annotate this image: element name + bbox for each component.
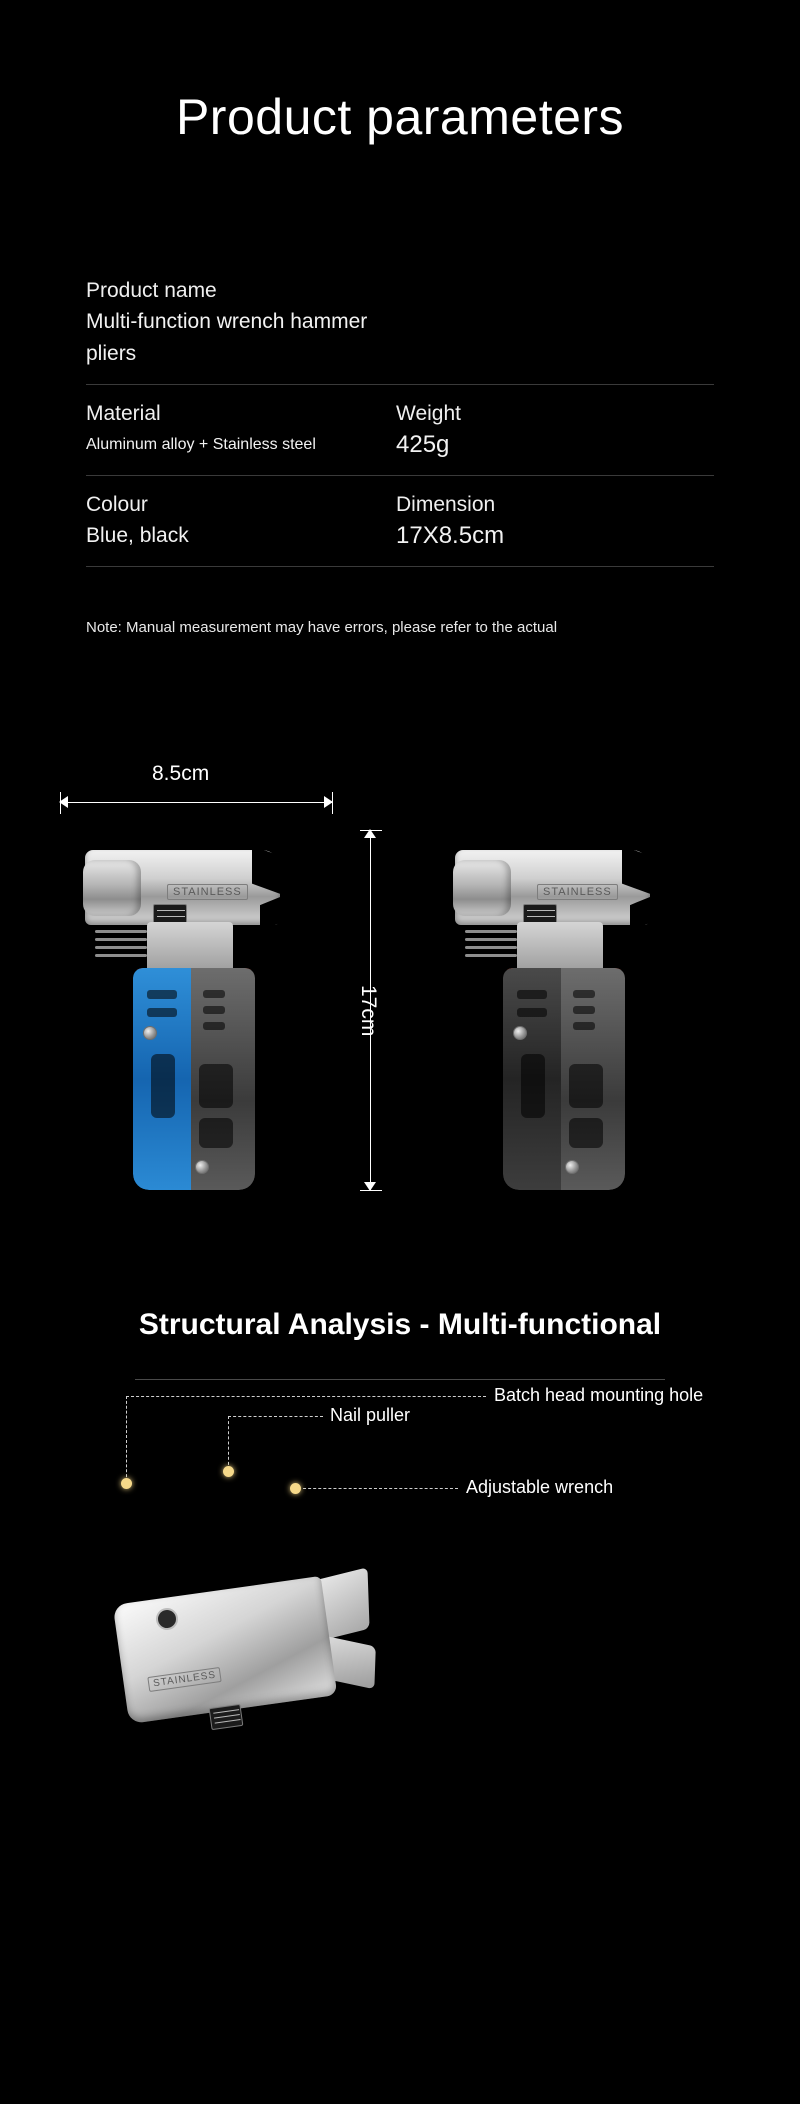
grip-ribs — [95, 930, 145, 970]
table-row — [86, 399, 714, 476]
handle-slot — [147, 990, 177, 999]
pivot-screw — [513, 1026, 527, 1040]
handle-slot — [203, 1006, 225, 1014]
hammer-face — [83, 860, 141, 916]
spec-label: Weight — [396, 402, 461, 425]
section-divider — [135, 1379, 665, 1380]
callout-dot — [223, 1466, 234, 1477]
spec-value: 425g — [396, 431, 450, 458]
callout-leader-vertical — [126, 1396, 127, 1482]
callout-leader-vertical — [228, 1416, 229, 1470]
width-tick-left — [60, 792, 61, 814]
spec-cell — [396, 399, 461, 461]
callout-leader-horizontal — [298, 1488, 458, 1489]
height-dimension-label: 17cm — [357, 985, 380, 1037]
spec-value: Blue, black — [86, 524, 189, 547]
product-image-black — [425, 830, 655, 1200]
table-row — [86, 276, 714, 385]
grip-ribs — [465, 930, 515, 970]
hammer-face — [453, 860, 511, 916]
section-title: Structural Analysis - Multi-functional — [138, 1308, 662, 1341]
spec-label: Material — [86, 402, 161, 425]
spec-cell — [396, 490, 504, 552]
spec-value: 17X8.5cm — [396, 522, 505, 549]
handle-cutout — [199, 1118, 233, 1148]
width-dimension-line — [60, 802, 332, 803]
callout-diagram — [0, 1385, 800, 2104]
spec-cell — [86, 490, 396, 552]
spec-table — [86, 276, 714, 581]
handle-cutout — [521, 1054, 545, 1118]
head-notch-lower — [260, 889, 300, 931]
product-image-blue — [55, 830, 285, 1200]
callout-label-nail-puller: Nail puller — [330, 1405, 411, 1425]
callout-dot — [290, 1483, 301, 1494]
width-tick-right — [332, 792, 333, 814]
spec-cell — [86, 399, 396, 461]
tool-handle — [133, 968, 255, 1190]
brand-mark: STAINLESS — [537, 884, 618, 900]
handle-slot — [573, 1006, 595, 1014]
pivot-screw — [195, 1160, 209, 1174]
pivot-screw — [565, 1160, 579, 1174]
handle-cutout — [569, 1118, 603, 1148]
head-notch-lower — [630, 889, 670, 931]
tool-neck — [147, 922, 233, 974]
callout-dot — [121, 1478, 132, 1489]
handle-cutout — [569, 1064, 603, 1108]
spec-value: Multi-function wrench hammer pliers — [86, 310, 368, 365]
handle-slot — [203, 1022, 225, 1030]
tool-neck — [517, 922, 603, 974]
width-dimension-label: 8.5cm — [152, 762, 210, 785]
handle-slot — [573, 990, 595, 998]
handle-slot — [147, 1008, 177, 1017]
measurement-note: Note: Manual measurement may have errors, please refer to the actual — [86, 619, 558, 636]
tool-body — [113, 1576, 338, 1724]
brand-mark: STAINLESS — [147, 1667, 222, 1692]
table-row — [86, 490, 714, 567]
tool-handle — [503, 968, 625, 1190]
product-fragment-image — [120, 1560, 400, 1760]
handle-cutout — [199, 1064, 233, 1108]
spec-label: Colour — [86, 493, 148, 516]
handle-cutout — [151, 1054, 175, 1118]
pivot-screw — [143, 1026, 157, 1040]
spec-cell — [86, 276, 396, 370]
height-tick-bottom — [360, 1190, 382, 1191]
handle-slot — [517, 1008, 547, 1017]
spec-label: Product name — [86, 279, 217, 302]
handle-slot — [517, 990, 547, 999]
callout-label-batch-head: Batch head mounting hole — [494, 1385, 704, 1405]
height-tick-top — [360, 830, 382, 831]
callout-leader-horizontal — [126, 1396, 486, 1397]
spec-label: Dimension — [396, 493, 496, 516]
spec-value: Aluminum alloy + Stainless steel — [86, 436, 316, 453]
callout-label-adjustable-wrench: Adjustable wrench — [466, 1477, 614, 1497]
brand-mark: STAINLESS — [167, 884, 248, 900]
callout-leader-horizontal — [228, 1416, 323, 1417]
handle-slot — [203, 990, 225, 998]
wrench-scale — [209, 1704, 244, 1730]
page-title: Product parameters — [175, 89, 625, 145]
handle-slot — [573, 1022, 595, 1030]
product-photo-area — [0, 700, 800, 1220]
